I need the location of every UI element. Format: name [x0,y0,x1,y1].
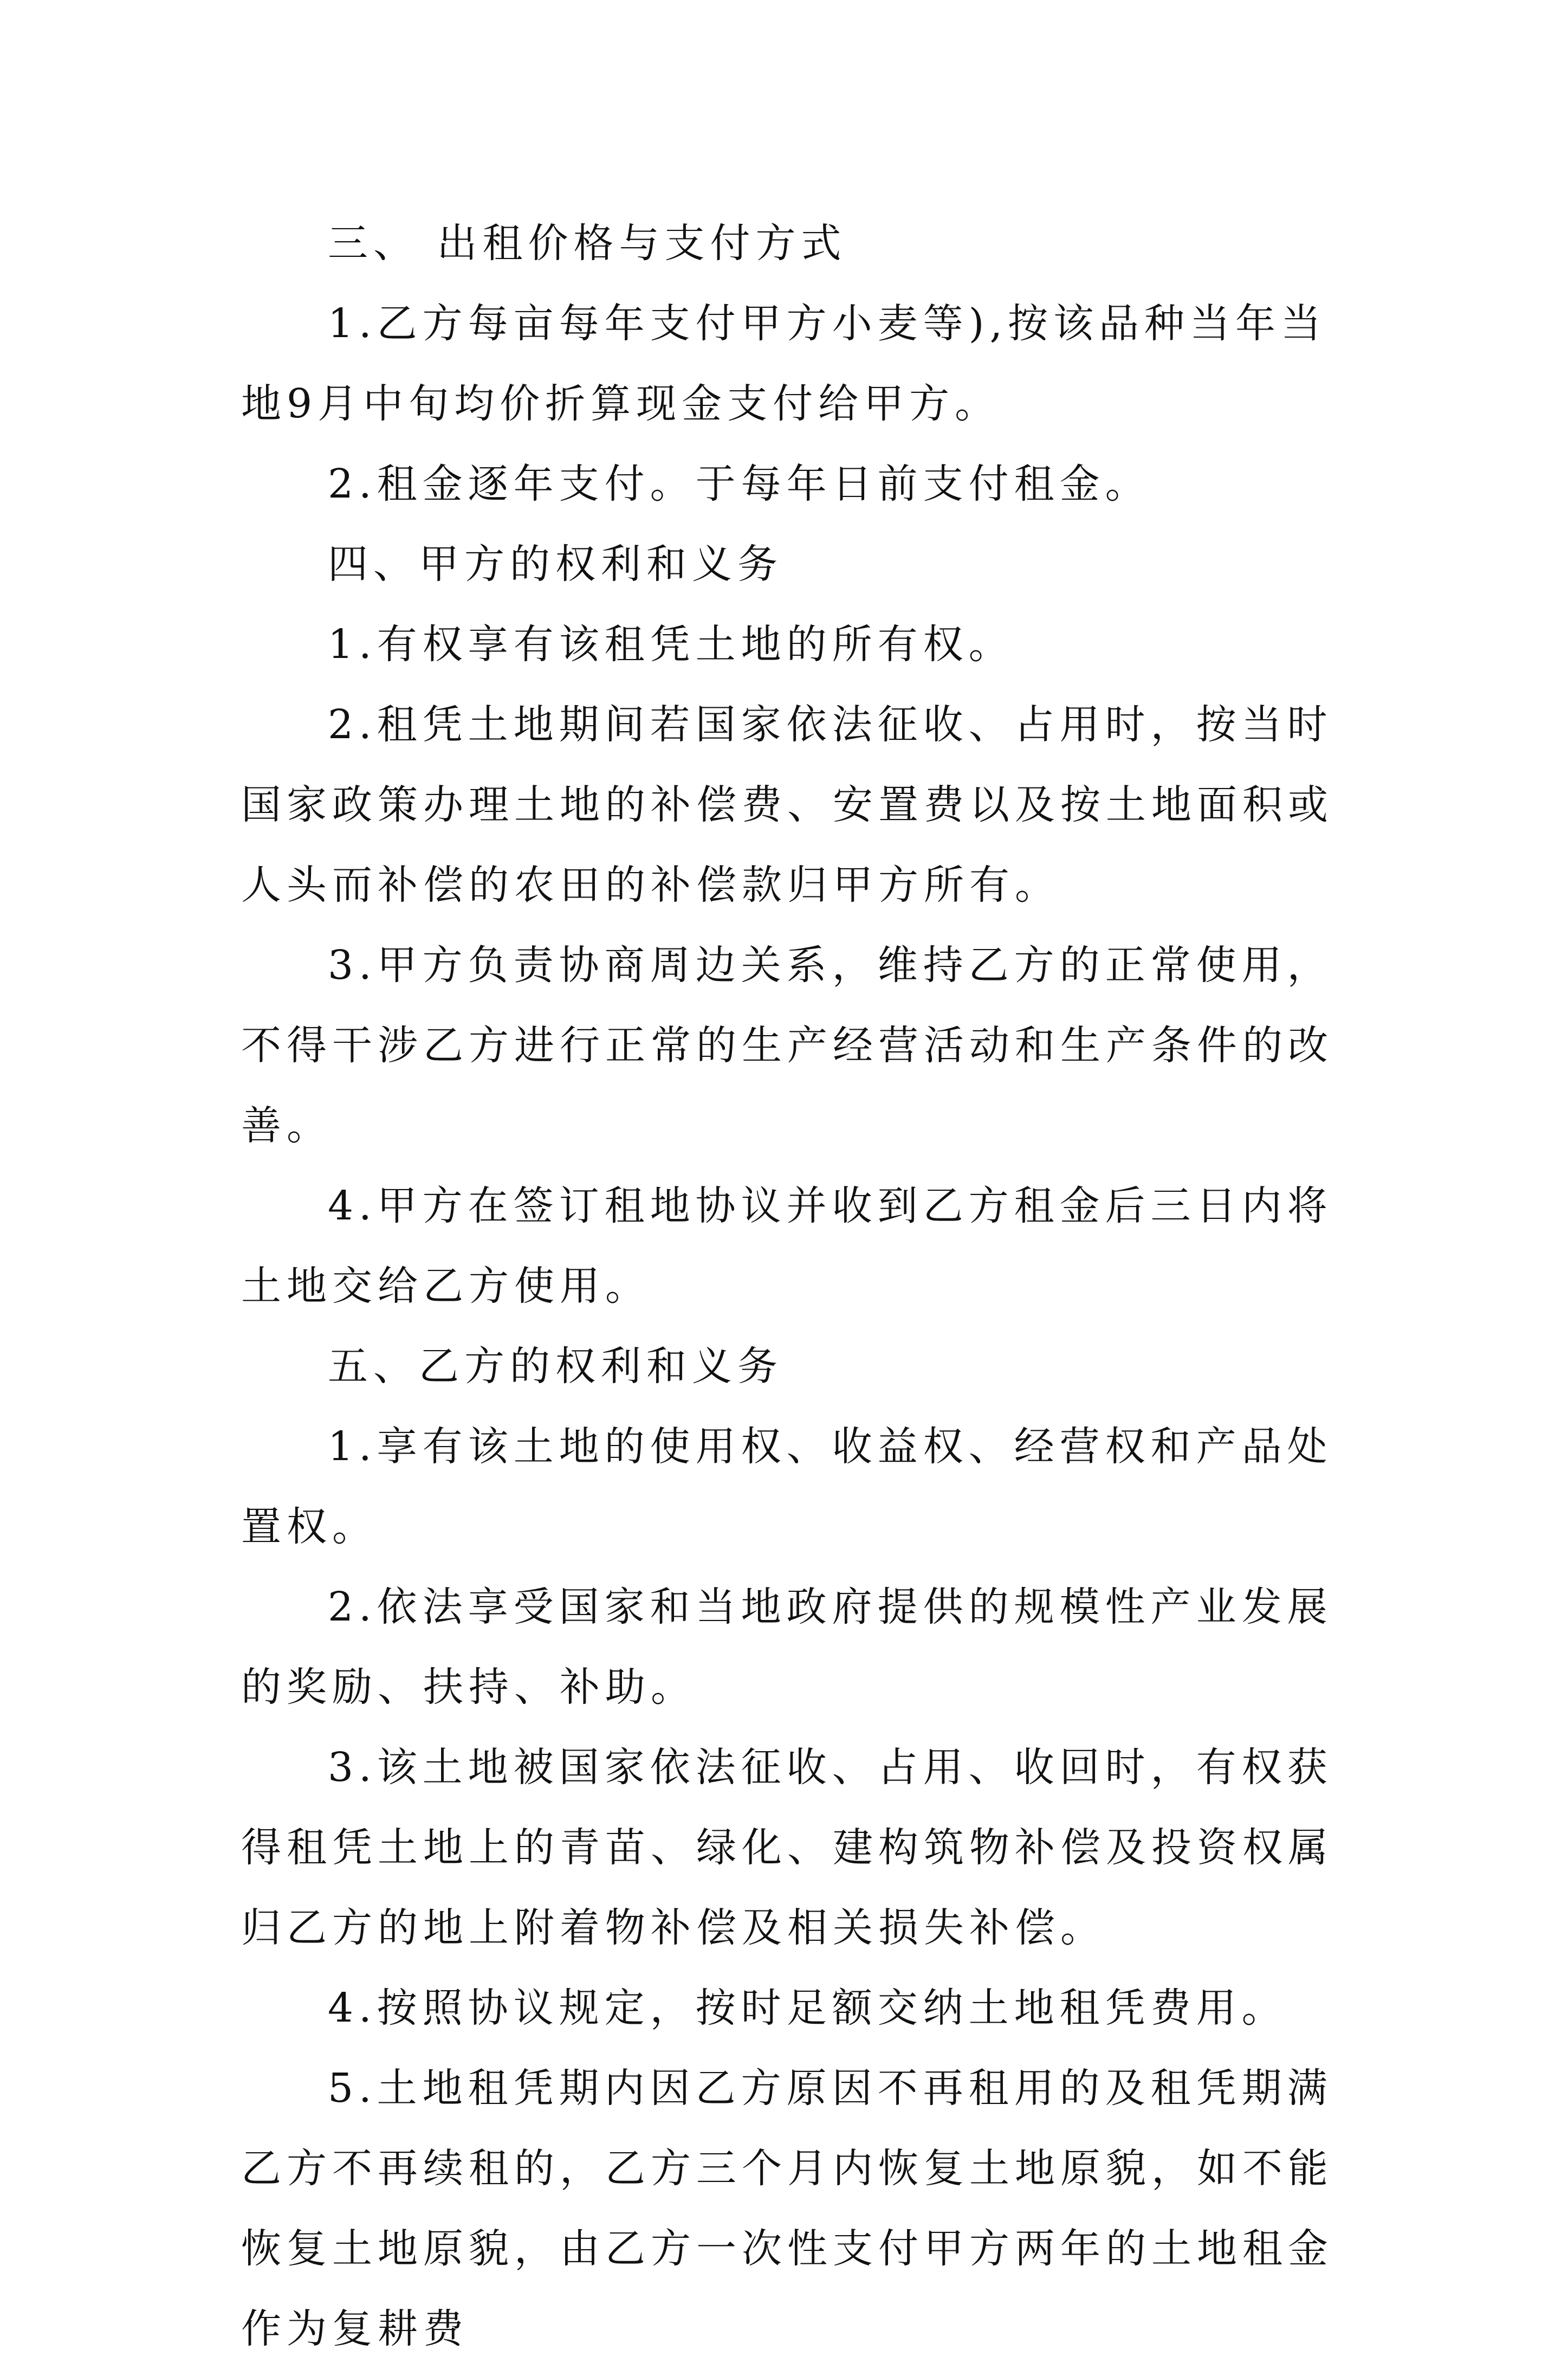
paragraph: 2.租金逐年支付。于每年日前支付租金。 [328,461,1151,507]
document-body [241,203,1341,2369]
paragraph: 4.甲方在签订租地协议并收到乙方租金后三日内将土地交给乙方使用。 [241,1183,1333,1309]
paragraph: 3.该土地被国家依法征收、占用、收回时，有权获得租凭土地上的青苗、绿化、建构筑物补偿及投资权属归乙方的地上附着物补偿及相关损失补偿。 [241,1744,1333,1951]
section-heading-3: 三、 出租价格与支付方式 [328,220,847,267]
paragraph: 2.依法享受国家和当地政府提供的规模性产业发展的奖励、扶持、补助。 [241,1584,1333,1710]
section-heading-4: 四、甲方的权利和义务 [328,541,783,588]
paragraph: 1.有权享有该租凭土地的所有权。 [328,621,1014,668]
paragraph: 2.租凭土地期间若国家依法征收、占用时，按当时国家政策办理土地的补偿费、安置费以及按土地面积或人头而补偿的农田的补偿款归甲方所有。 [241,701,1333,908]
section-heading-5: 五、乙方的权利和义务 [328,1343,783,1390]
paragraph: 4.按照协议规定，按时足额交纳土地租凭费用。 [328,1985,1287,2031]
paragraph: 5.土地租凭期内因乙方原因不再租用的及租凭期满乙方不再续租的，乙方三个月内恢复土地原貌，如不能恢复土地原貌，由乙方一次性支付甲方两年的土地租金作为复耕费 [241,2065,1333,2352]
paragraph: 3.甲方负责协商周边关系，维持乙方的正常使用，不得干涉乙方进行正常的生产经营活动和生产条件的改善。 [241,942,1333,1149]
paragraph: 1.享有该土地的使用权、收益权、经营权和产品处置权。 [241,1423,1333,1550]
paragraph: 1.乙方每亩每年支付甲方小麦等),按该品种当年当地9月中旬均价折算现金支付给甲方。 [241,300,1326,427]
